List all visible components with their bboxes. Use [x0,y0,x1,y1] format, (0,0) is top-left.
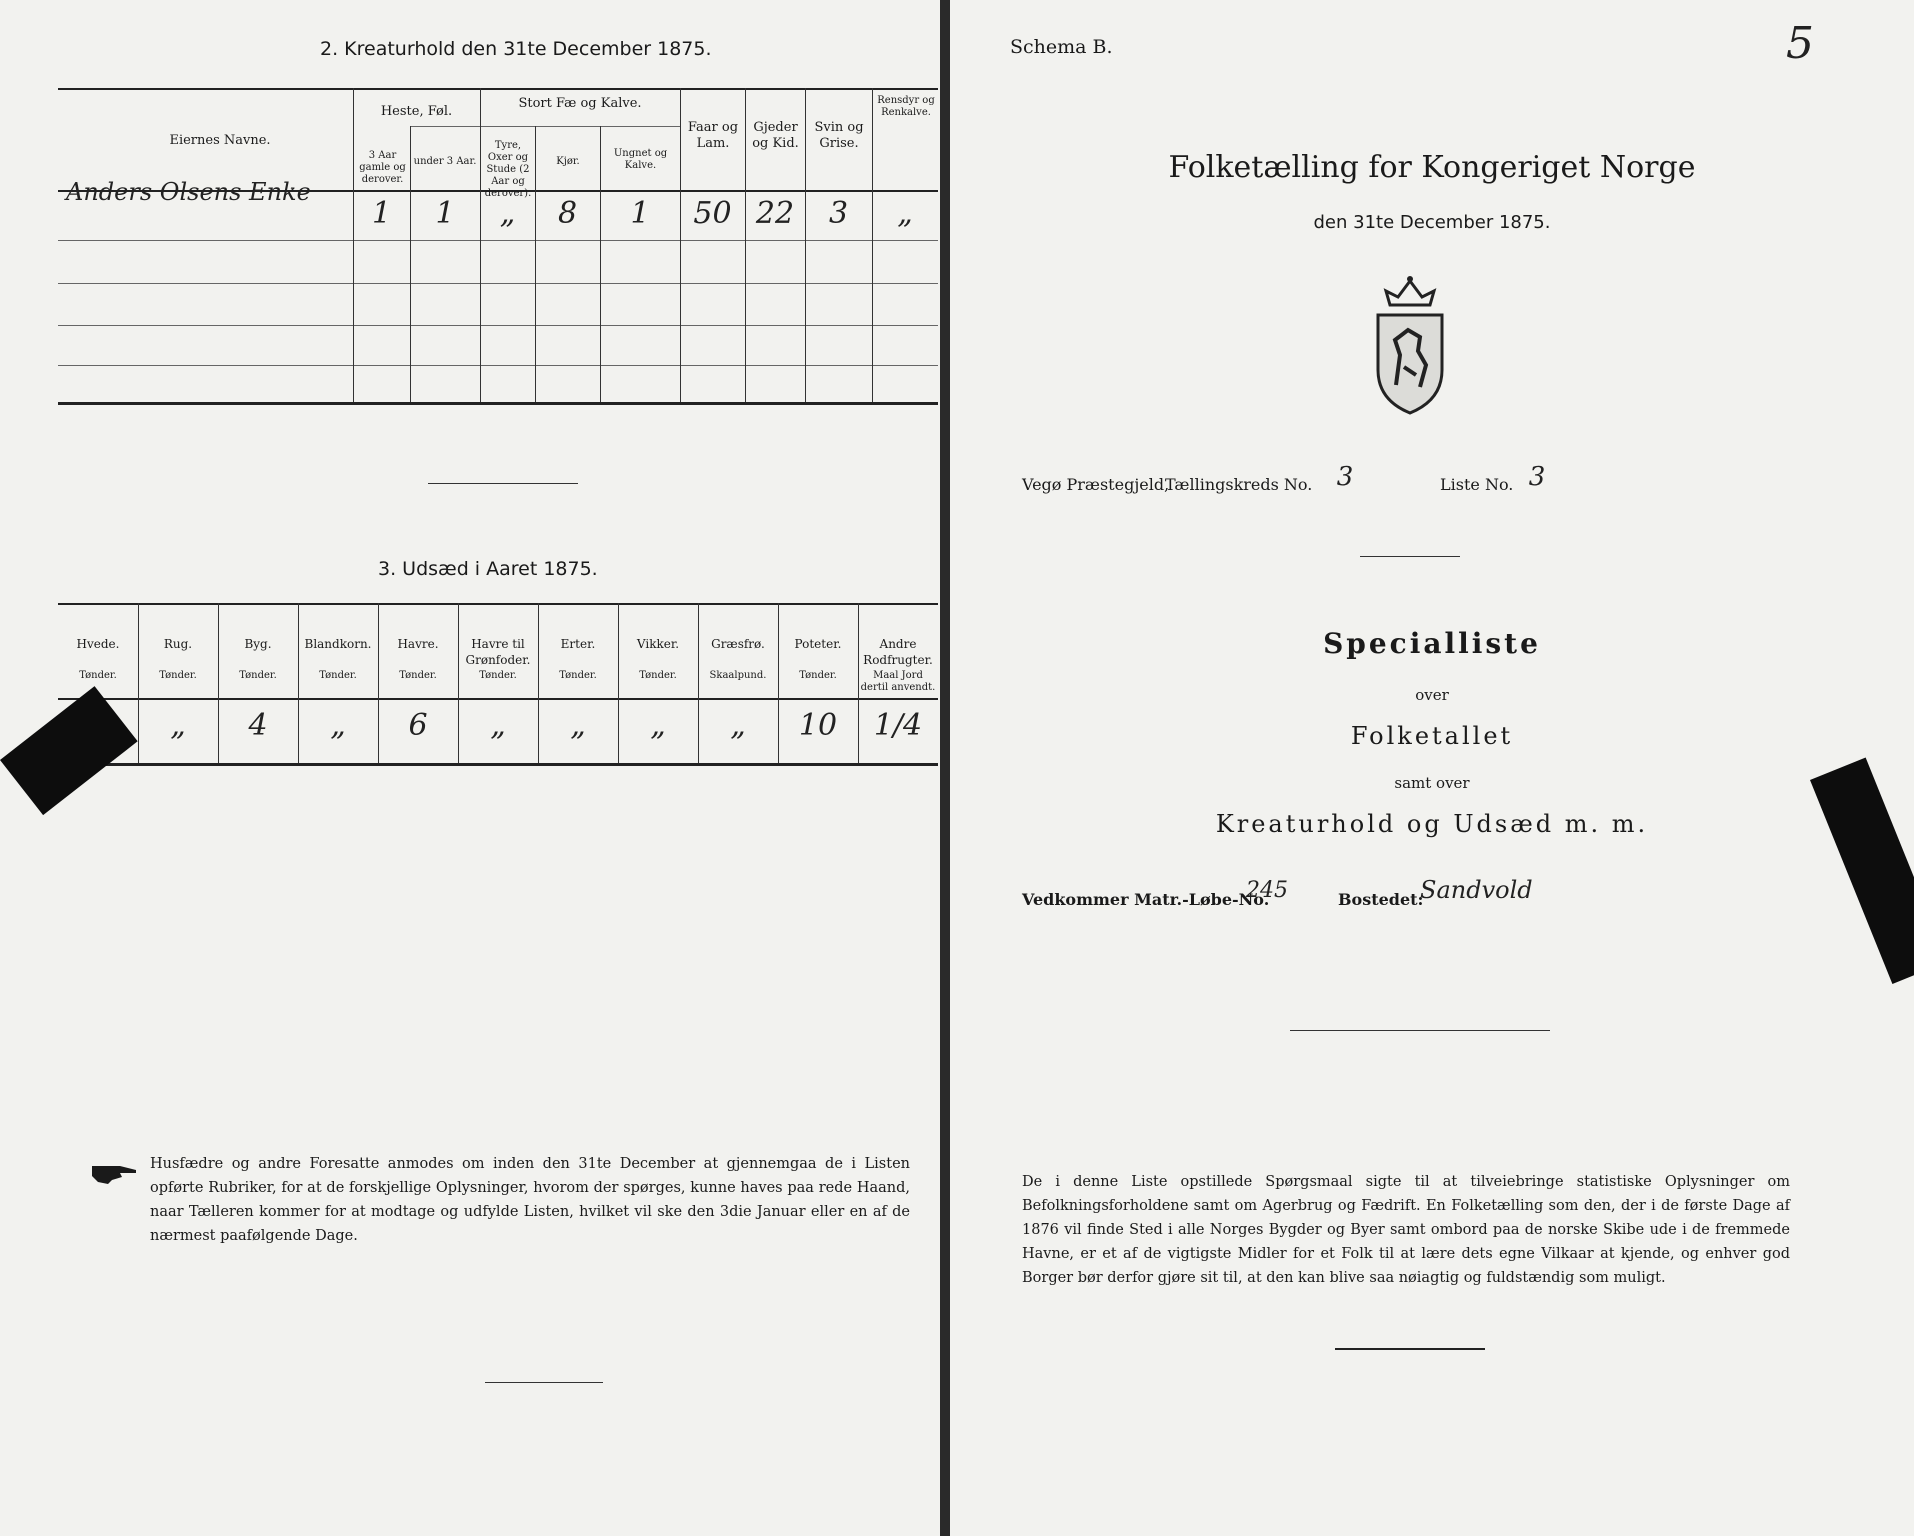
col-line [535,126,536,402]
list-value: 3 [1528,462,1546,492]
crop-unit: Tønder. [399,670,437,681]
faar-header: Faar og Lam. [687,120,739,151]
row-line [58,365,938,366]
page-number: 5 [1786,18,1814,69]
col-line [410,126,411,402]
heste-group-header: Heste, Føl. [380,104,453,119]
crop-header: Blandkorn. [304,637,372,651]
separator-bottom [485,1382,603,1383]
list-label: Liste No. [1440,475,1514,494]
separator-bottom [1335,1348,1485,1350]
matr-label: Vedkommer Matr.-Løbe-No. [1022,890,1270,909]
census-title: Folketælling for Kongeriget Norge [1168,150,1696,185]
folketallet-text: Folketallet [1350,722,1514,750]
crop-value: „ [170,708,186,743]
row-line [58,283,938,284]
samt-over-text: samt over [1394,774,1470,792]
stort-group-header: Stort Fæ og Kalve. [518,96,642,111]
crop-unit: Skaalpund. [709,670,767,681]
col-line [805,88,806,402]
crop-unit: Tønder. [479,670,517,681]
col-line [600,126,601,402]
crop-value: 10 [798,708,838,743]
crop-unit: Tønder. [639,670,677,681]
crop-value: 4 [248,708,268,743]
col-line [680,88,681,402]
livestock-value: „ [499,196,516,231]
specialliste-title: Specialliste [1323,627,1541,660]
crop-header: Andre Rodfrugter. [863,637,933,667]
svin-header: Svin og Grise. [814,120,864,151]
separator [1360,556,1460,557]
district-label: Tællingskreds No. [1165,475,1313,494]
crops-top-line [58,603,938,605]
col-line [353,88,354,402]
crop-header: Byg. [244,637,272,651]
livestock-value: „ [897,196,913,231]
crop-unit: Tønder. [159,670,197,681]
clip-shadow [0,686,138,815]
crop-value: „ [330,708,346,743]
separator [1290,1030,1550,1031]
kreaturhold-text: Kreaturhold og Udsæd m. m. [1215,810,1649,838]
matr-value: 245 [1246,878,1288,903]
table-top-line [58,88,938,90]
rensdyr-header: Rensdyr og Renkalve. [877,95,935,118]
crop-value: 6 [408,708,428,743]
crop-value: „ [490,708,506,743]
coat-of-arms-icon [1360,275,1460,415]
crop-unit: Maal Jord dertil anvendt. [860,670,936,693]
bosted-value: Sandvold [1420,876,1533,904]
subhdr-line [410,126,680,127]
crop-value: „ [730,708,746,743]
crop-value: „ [570,708,586,743]
crop-unit: Tønder. [79,670,117,681]
col-line [480,88,481,402]
livestock-value: 50 [693,196,732,231]
crop-header: Rug. [163,637,193,651]
crop-header: Havre til Grønfoder. [465,637,531,667]
crop-unit: Tønder. [799,670,837,681]
livestock-value: 1 [435,196,455,231]
left-page [0,0,940,1536]
row-line [58,240,938,241]
crop-unit: Tønder. [239,670,277,681]
crop-header: Erter. [560,637,596,651]
crop-value: 1/4 [873,708,923,743]
owner-col-header: Eiernes Navne. [169,133,271,148]
heste-a-header: 3 Aar gamle og derover. [359,150,406,185]
gjeder-header: Gjeder og Kid. [752,120,799,151]
livestock-value: 1 [630,196,650,231]
separator [428,483,578,484]
col-line [872,88,873,402]
crops-bottom-line [58,763,938,766]
col-line [745,88,746,402]
crop-unit: Tønder. [559,670,597,681]
book-gutter [940,0,950,1536]
tyre-header: Tyre, Oxer og Stude (2 Aar og derover). [484,140,532,199]
crop-header: Hvede. [76,637,120,651]
district-value: 3 [1336,462,1354,492]
over-text: over [1415,686,1449,704]
schema-label: Schema B. [1010,36,1113,58]
crop-header: Vikker. [636,637,680,651]
instruction-note: Husfædre og andre Foresatte anmodes om inden den 31te December at gjennemgaa de i Listen opførte Rubriker, for at de forskjellige Oplysninger, hvorom der spørges, kunne haves paa rede Haand, naar Tælleren kommer for at modtage og udfylde Listen, hvilket vil ske den 3die Januar eller en af de nærmest paafølgende Dage. [150,1156,910,1244]
purpose-paragraph: De i denne Liste opstillede Spørgsmaal sigte til at tilveiebringe statistiske Oplysninger om Befolkningsforholdene samt om Agerbrug og Fædrift. En Folketælling som den, der i de første Dage af 1876 vil finde Sted i alle Norges Bygder og Byer samt ombord paa de norske Skibe ude i de fremmede Havne, er et af de vigtigste Midler for et Folk til at lære dets egne Vilkaar at kjende, og enhver god Borger bør derfor gjøre sit til, at den kan blive saa nøiagtig og fuldstændig som muligt. [1022,1174,1790,1286]
livestock-value: 22 [755,196,795,231]
right-page [950,0,1914,1536]
section3-title: 3. Udsæd i Aaret 1875. [378,558,598,580]
crop-unit: Tønder. [319,670,357,681]
pointing-hand-icon [90,1158,140,1186]
table-bottom-line [58,402,938,405]
census-date: den 31te December 1875. [1313,212,1551,233]
heste-b-header: under 3 Aar. [413,156,477,167]
section2-title: 2. Kreaturhold den 31te December 1875. [320,38,712,60]
parish-label: Vegø Præstegjeld, [1022,475,1170,494]
owner-name: Anders Olsens Enke [66,178,311,206]
bosted-label: Bostedet: [1338,890,1424,909]
ungnet-header: Ungnet og Kalve. [613,148,668,171]
livestock-value: 8 [557,196,578,231]
livestock-value: 3 [828,196,849,231]
crops-header-line [58,698,938,700]
crop-header: Græsfrø. [711,637,765,651]
crop-header: Poteter. [794,637,842,651]
kjor-header: Kjør. [556,156,580,167]
row-line [58,325,938,326]
crop-value: „ [650,708,666,743]
crop-header: Havre. [397,637,439,651]
livestock-value: 1 [371,196,392,231]
